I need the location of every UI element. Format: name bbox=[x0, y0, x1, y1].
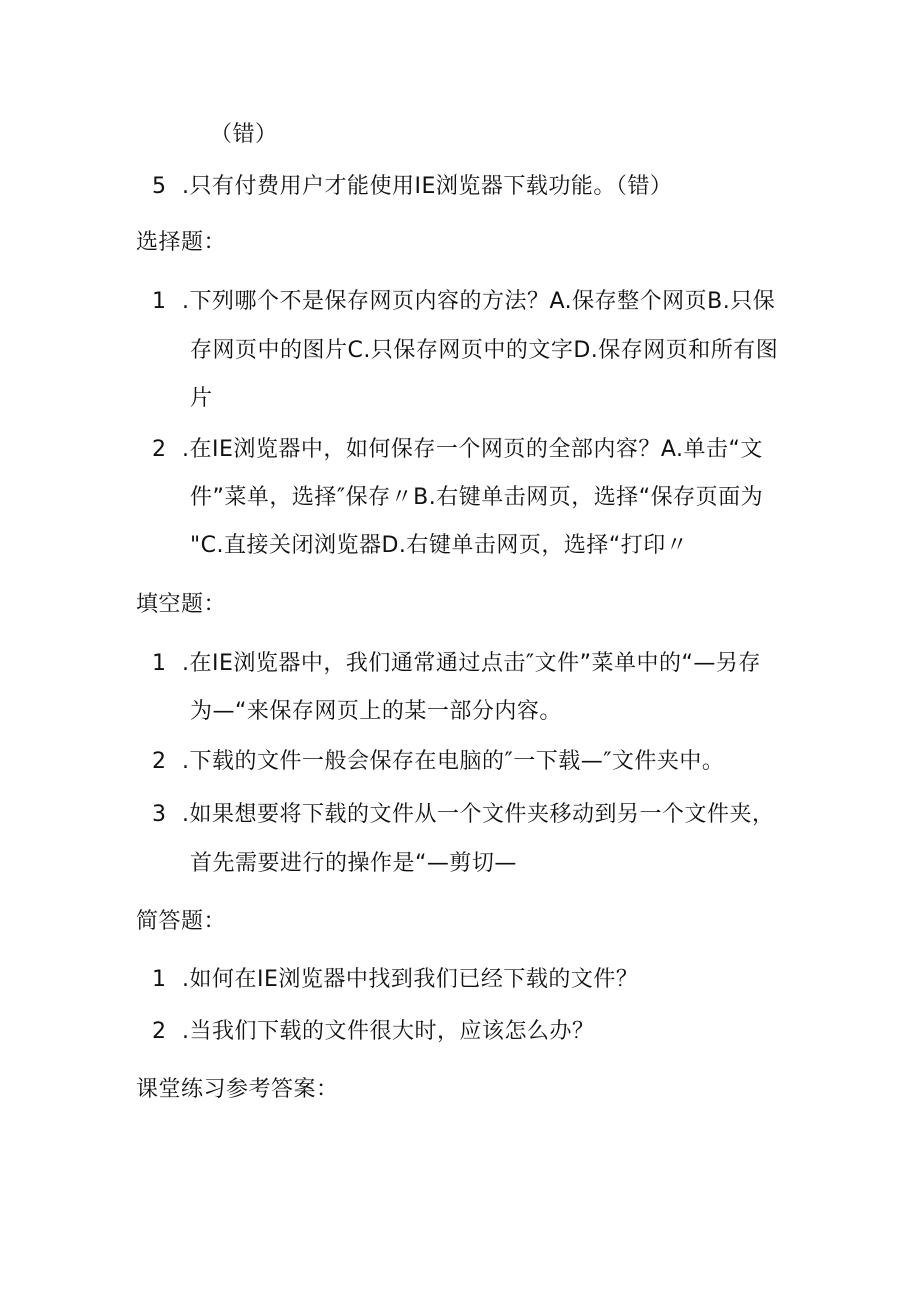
choice-item-2 bbox=[152, 435, 763, 465]
item-text: .只有付费用户才能使用IE浏览器下载功能。（错） bbox=[182, 174, 673, 199]
fill-item-1-line-2: 为—“来保存网页上的某一部分内容。 bbox=[190, 699, 562, 724]
fill-item-3-line-2: 首先需要进行的操作是“—剪切— bbox=[190, 851, 517, 876]
item-number: 3 bbox=[152, 802, 167, 827]
choice-item-1 bbox=[152, 287, 775, 317]
true-false-item-5 bbox=[152, 172, 672, 202]
item-text-line-1: .下载的文件一般会保存在电脑的″一下载—″文件夹中。 bbox=[182, 749, 725, 774]
short-item-1 bbox=[152, 965, 638, 995]
item-text: .如何在IE浏览器中找到我们已经下载的文件？ bbox=[182, 967, 639, 992]
fill-item-1 bbox=[152, 649, 761, 679]
fill-item-2 bbox=[152, 747, 724, 777]
item-text-line-1: .在IE浏览器中，如何保存一个网页的全部内容？A.单击“文 bbox=[182, 437, 763, 462]
item-text-line-1: .下列哪个不是保存网页内容的方法？A.保存整个网页B.只保 bbox=[182, 289, 776, 314]
item-number: 1 bbox=[152, 651, 167, 676]
item-text: .当我们下载的文件很大时，应该怎么办？ bbox=[182, 1019, 595, 1044]
item-text-line-1: .如果想要将下载的文件从一个文件夹移动到另一个文件夹， bbox=[182, 802, 775, 827]
choice-item-1-line-3: 片 bbox=[190, 386, 213, 411]
section-heading-answers: 课堂练习参考答案： bbox=[136, 1077, 339, 1102]
item-number: 1 bbox=[152, 289, 167, 314]
section-heading-short: 简答题： bbox=[136, 909, 227, 934]
item-number: 1 bbox=[152, 967, 167, 992]
previous-answer: （错） bbox=[210, 122, 278, 147]
choice-item-1-line-2: 存网页中的图片C.只保存网页中的文字D.保存网页和所有图 bbox=[190, 338, 779, 363]
short-item-2 bbox=[152, 1017, 595, 1047]
item-number: 5 bbox=[152, 174, 167, 199]
section-heading-choice: 选择题： bbox=[136, 230, 227, 255]
item-number: 2 bbox=[152, 437, 167, 462]
fill-item-3 bbox=[152, 800, 775, 830]
item-number: 2 bbox=[152, 1019, 167, 1044]
choice-item-2-line-2: 件”菜单，选择″保存〃B.右键单击网页，选择“保存页面为 bbox=[190, 485, 764, 510]
choice-item-2-line-3: "C.直接关闭浏览器D.右键单击网页，选择“打印〃 bbox=[190, 533, 689, 558]
item-number: 2 bbox=[152, 749, 167, 774]
section-heading-fill: 填空题： bbox=[136, 592, 227, 617]
item-text-line-1: .在IE浏览器中，我们通常通过点击″文件”菜单中的“—另存 bbox=[182, 651, 761, 676]
